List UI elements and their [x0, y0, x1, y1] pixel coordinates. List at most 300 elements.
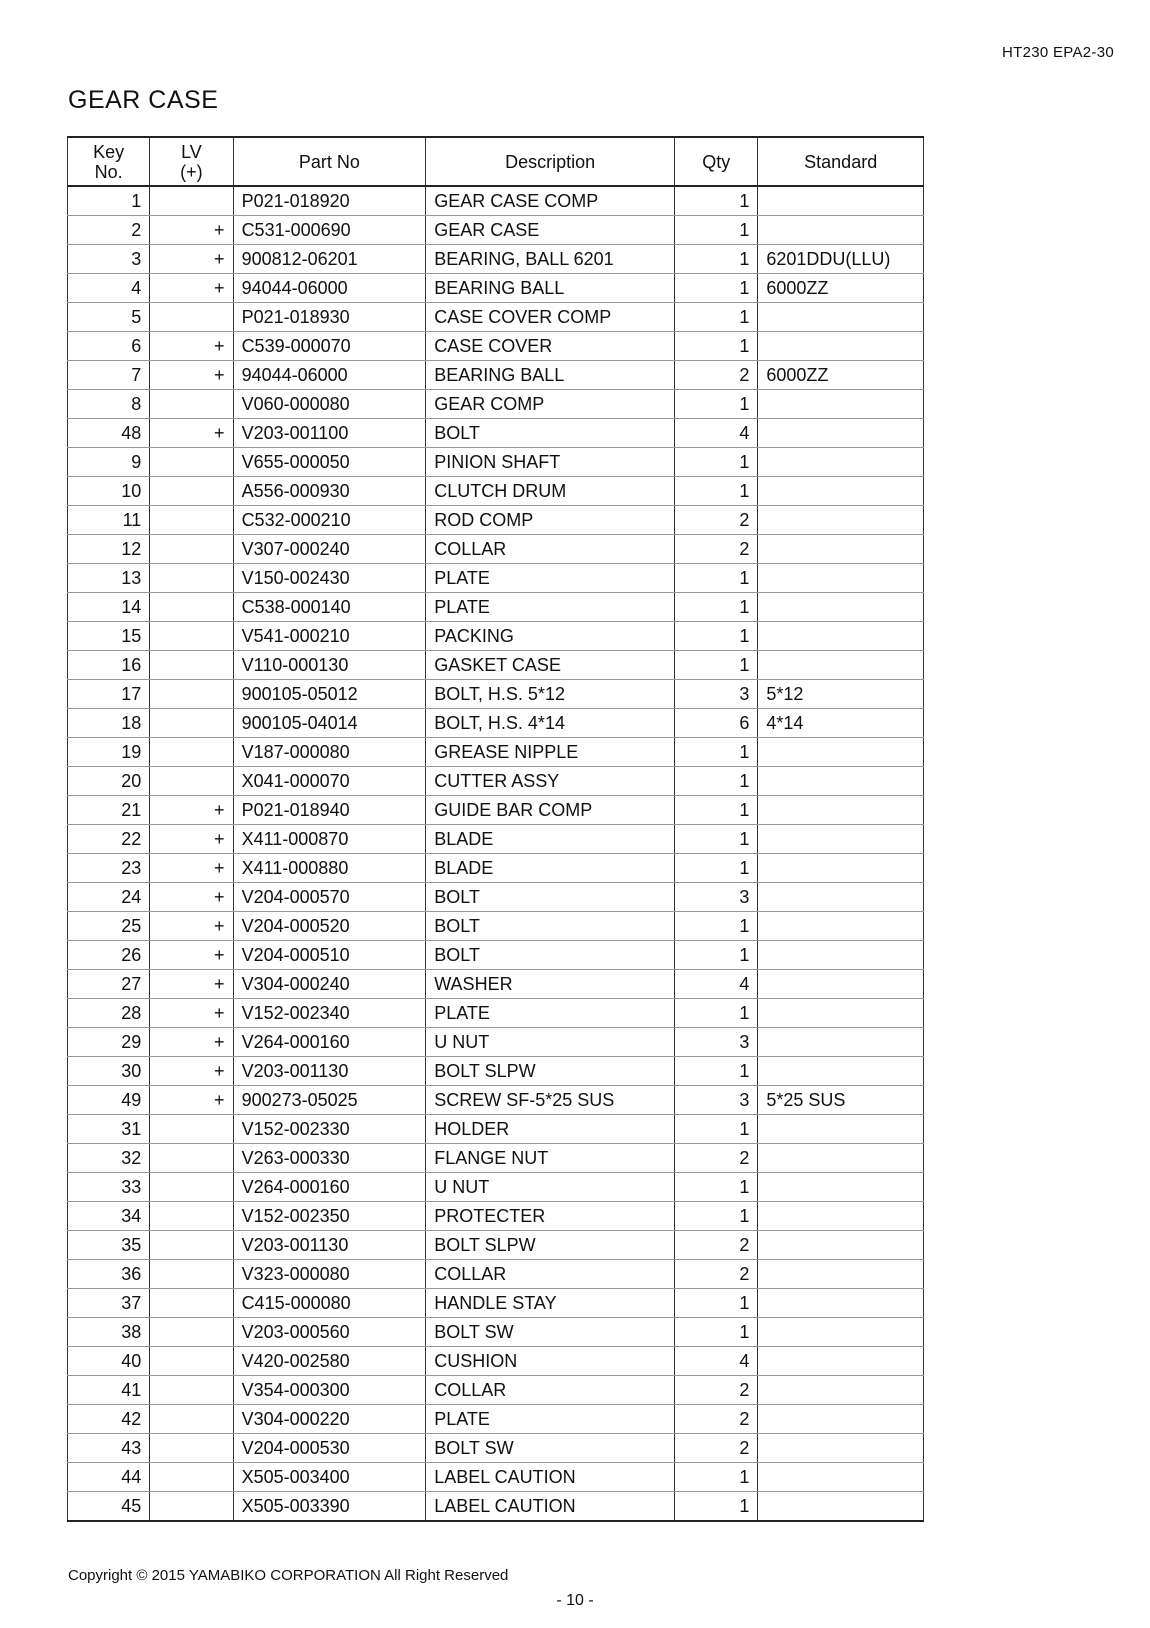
key-cell: 15 — [68, 622, 150, 651]
table-row — [68, 361, 924, 390]
description-cell: CLUTCH DRUM — [426, 477, 675, 506]
key-cell: 28 — [68, 999, 150, 1028]
part-no-cell: C539-000070 — [233, 332, 426, 361]
standard-cell — [758, 999, 924, 1028]
qty-cell: 2 — [675, 361, 758, 390]
qty-cell: 1 — [675, 564, 758, 593]
part-no-cell: 900273-05025 — [233, 1086, 426, 1115]
lv-cell — [150, 448, 233, 477]
standard-cell: 5*25 SUS — [758, 1086, 924, 1115]
description-cell: SCREW SF-5*25 SUS — [426, 1086, 675, 1115]
key-cell: 6 — [68, 332, 150, 361]
qty-cell: 6 — [675, 709, 758, 738]
qty-cell: 1 — [675, 1057, 758, 1086]
lv-cell — [150, 186, 233, 216]
key-cell: 45 — [68, 1492, 150, 1522]
lv-cell — [150, 593, 233, 622]
description-cell: BOLT, H.S. 5*12 — [426, 680, 675, 709]
key-cell: 3 — [68, 245, 150, 274]
qty-cell: 1 — [675, 332, 758, 361]
page-title: GEAR CASE — [68, 86, 219, 114]
table-row — [68, 1202, 924, 1231]
part-no-cell: V204-000570 — [233, 883, 426, 912]
table-row — [68, 245, 924, 274]
standard-cell — [758, 738, 924, 767]
standard-cell — [758, 1463, 924, 1492]
lv-cell — [150, 303, 233, 332]
description-cell: BEARING BALL — [426, 361, 675, 390]
lv-cell — [150, 767, 233, 796]
table-row — [68, 1492, 924, 1522]
standard-cell — [758, 1144, 924, 1173]
part-no-cell: V655-000050 — [233, 448, 426, 477]
header-description: Description — [426, 137, 675, 186]
standard-cell — [758, 216, 924, 245]
key-cell: 42 — [68, 1405, 150, 1434]
key-cell: 23 — [68, 854, 150, 883]
lv-cell — [150, 1492, 233, 1522]
lv-cell: + — [150, 1086, 233, 1115]
key-cell: 49 — [68, 1086, 150, 1115]
part-no-cell: X411-000870 — [233, 825, 426, 854]
qty-cell: 2 — [675, 506, 758, 535]
qty-cell: 3 — [675, 1028, 758, 1057]
qty-cell: 1 — [675, 767, 758, 796]
part-no-cell: 900105-04014 — [233, 709, 426, 738]
key-cell: 37 — [68, 1289, 150, 1318]
table-row — [68, 1115, 924, 1144]
table-row — [68, 680, 924, 709]
header-key-line1: Key — [93, 141, 125, 162]
part-no-cell: P021-018920 — [233, 186, 426, 216]
header-lv-line2: (+) — [180, 161, 203, 182]
qty-cell: 1 — [675, 796, 758, 825]
parts-table-body — [68, 186, 924, 1521]
standard-cell — [758, 477, 924, 506]
qty-cell: 1 — [675, 593, 758, 622]
key-cell: 20 — [68, 767, 150, 796]
part-no-cell: V420-002580 — [233, 1347, 426, 1376]
lv-cell — [150, 1173, 233, 1202]
table-row — [68, 1260, 924, 1289]
key-cell: 14 — [68, 593, 150, 622]
key-cell: 27 — [68, 970, 150, 999]
lv-cell: + — [150, 941, 233, 970]
table-row — [68, 1057, 924, 1086]
key-cell: 2 — [68, 216, 150, 245]
standard-cell — [758, 535, 924, 564]
table-row — [68, 912, 924, 941]
standard-cell — [758, 767, 924, 796]
description-cell: BLADE — [426, 854, 675, 883]
lv-cell — [150, 506, 233, 535]
qty-cell: 2 — [675, 1376, 758, 1405]
part-no-cell: V307-000240 — [233, 535, 426, 564]
table-row — [68, 1376, 924, 1405]
table-row — [68, 186, 924, 216]
description-cell: BEARING BALL — [426, 274, 675, 303]
standard-cell — [758, 390, 924, 419]
key-cell: 18 — [68, 709, 150, 738]
part-no-cell: V263-000330 — [233, 1144, 426, 1173]
key-cell: 7 — [68, 361, 150, 390]
standard-cell — [758, 1347, 924, 1376]
qty-cell: 2 — [675, 1144, 758, 1173]
key-cell: 35 — [68, 1231, 150, 1260]
part-no-cell: V203-001130 — [233, 1231, 426, 1260]
qty-cell: 1 — [675, 941, 758, 970]
part-no-cell: V304-000220 — [233, 1405, 426, 1434]
key-cell: 25 — [68, 912, 150, 941]
standard-cell — [758, 332, 924, 361]
description-cell: GEAR COMP — [426, 390, 675, 419]
lv-cell — [150, 390, 233, 419]
standard-cell: 6000ZZ — [758, 361, 924, 390]
table-row — [68, 593, 924, 622]
table-row — [68, 738, 924, 767]
part-no-cell: V152-002330 — [233, 1115, 426, 1144]
header-key-no — [68, 137, 150, 186]
part-no-cell: V264-000160 — [233, 1173, 426, 1202]
header-qty: Qty — [675, 137, 758, 186]
table-row — [68, 1231, 924, 1260]
description-cell: PLATE — [426, 999, 675, 1028]
key-cell: 36 — [68, 1260, 150, 1289]
table-row — [68, 303, 924, 332]
description-cell: CASE COVER — [426, 332, 675, 361]
qty-cell: 1 — [675, 274, 758, 303]
key-cell: 21 — [68, 796, 150, 825]
lv-cell: + — [150, 419, 233, 448]
part-no-cell: P021-018940 — [233, 796, 426, 825]
table-row — [68, 1405, 924, 1434]
description-cell: BOLT SLPW — [426, 1231, 675, 1260]
standard-cell — [758, 1028, 924, 1057]
qty-cell: 1 — [675, 1492, 758, 1522]
qty-cell: 1 — [675, 303, 758, 332]
lv-cell: + — [150, 854, 233, 883]
lv-cell — [150, 1376, 233, 1405]
lv-cell: + — [150, 912, 233, 941]
description-cell: PINION SHAFT — [426, 448, 675, 477]
lv-cell: + — [150, 883, 233, 912]
table-row — [68, 1144, 924, 1173]
table-row — [68, 1434, 924, 1463]
part-no-cell: C415-000080 — [233, 1289, 426, 1318]
description-cell: HANDLE STAY — [426, 1289, 675, 1318]
standard-cell — [758, 1173, 924, 1202]
lv-cell — [150, 1260, 233, 1289]
table-row — [68, 216, 924, 245]
qty-cell: 1 — [675, 854, 758, 883]
standard-cell — [758, 622, 924, 651]
lv-cell: + — [150, 1028, 233, 1057]
standard-cell — [758, 1057, 924, 1086]
standard-cell: 6000ZZ — [758, 274, 924, 303]
table-header-row — [68, 137, 924, 186]
lv-cell: + — [150, 796, 233, 825]
lv-cell — [150, 1434, 233, 1463]
description-cell: CUTTER ASSY — [426, 767, 675, 796]
key-cell: 41 — [68, 1376, 150, 1405]
qty-cell: 4 — [675, 1347, 758, 1376]
header-key-line2: No. — [94, 161, 123, 182]
part-no-cell: 900812-06201 — [233, 245, 426, 274]
lv-cell: + — [150, 274, 233, 303]
part-no-cell: V203-001130 — [233, 1057, 426, 1086]
table-row — [68, 274, 924, 303]
description-cell: BEARING, BALL 6201 — [426, 245, 675, 274]
description-cell: BOLT SLPW — [426, 1057, 675, 1086]
key-cell: 24 — [68, 883, 150, 912]
description-cell: BOLT SW — [426, 1434, 675, 1463]
description-cell: PLATE — [426, 1405, 675, 1434]
standard-cell — [758, 970, 924, 999]
standard-cell — [758, 1318, 924, 1347]
header-lv — [150, 137, 233, 186]
standard-cell — [758, 912, 924, 941]
lv-cell: + — [150, 245, 233, 274]
key-cell: 8 — [68, 390, 150, 419]
table-row — [68, 390, 924, 419]
qty-cell: 4 — [675, 419, 758, 448]
part-no-cell: V060-000080 — [233, 390, 426, 419]
part-no-cell: V541-000210 — [233, 622, 426, 651]
part-no-cell: V203-000560 — [233, 1318, 426, 1347]
lv-cell — [150, 477, 233, 506]
standard-cell — [758, 506, 924, 535]
standard-cell — [758, 1115, 924, 1144]
header-part-no: Part No — [233, 137, 426, 186]
part-no-cell: V354-000300 — [233, 1376, 426, 1405]
lv-cell — [150, 1289, 233, 1318]
table-row — [68, 622, 924, 651]
description-cell: GEAR CASE COMP — [426, 186, 675, 216]
lv-cell: + — [150, 1057, 233, 1086]
description-cell: CASE COVER COMP — [426, 303, 675, 332]
qty-cell: 2 — [675, 535, 758, 564]
description-cell: U NUT — [426, 1028, 675, 1057]
key-cell: 19 — [68, 738, 150, 767]
description-cell: LABEL CAUTION — [426, 1492, 675, 1522]
standard-cell — [758, 1376, 924, 1405]
table-row — [68, 651, 924, 680]
part-no-cell: X505-003400 — [233, 1463, 426, 1492]
description-cell: BOLT — [426, 419, 675, 448]
qty-cell: 3 — [675, 883, 758, 912]
lv-cell — [150, 1202, 233, 1231]
table-row — [68, 332, 924, 361]
part-no-cell: V187-000080 — [233, 738, 426, 767]
table-row — [68, 1028, 924, 1057]
header-standard: Standard — [758, 137, 924, 186]
standard-cell — [758, 564, 924, 593]
document-code: HT230 EPA2-30 — [1001, 44, 1114, 61]
lv-cell: + — [150, 970, 233, 999]
part-no-cell: V150-002430 — [233, 564, 426, 593]
standard-cell — [758, 186, 924, 216]
qty-cell: 1 — [675, 1115, 758, 1144]
lv-cell — [150, 1405, 233, 1434]
key-cell: 11 — [68, 506, 150, 535]
qty-cell: 1 — [675, 1289, 758, 1318]
description-cell: PACKING — [426, 622, 675, 651]
qty-cell: 4 — [675, 970, 758, 999]
standard-cell — [758, 796, 924, 825]
part-no-cell: V204-000510 — [233, 941, 426, 970]
table-row — [68, 709, 924, 738]
qty-cell: 1 — [675, 390, 758, 419]
standard-cell — [758, 1202, 924, 1231]
part-no-cell: C531-000690 — [233, 216, 426, 245]
qty-cell: 2 — [675, 1434, 758, 1463]
table-row — [68, 1289, 924, 1318]
description-cell: ROD COMP — [426, 506, 675, 535]
table-row — [68, 970, 924, 999]
qty-cell: 2 — [675, 1405, 758, 1434]
description-cell: BOLT — [426, 883, 675, 912]
key-cell: 5 — [68, 303, 150, 332]
key-cell: 40 — [68, 1347, 150, 1376]
standard-cell — [758, 1405, 924, 1434]
qty-cell: 3 — [675, 1086, 758, 1115]
description-cell: GREASE NIPPLE — [426, 738, 675, 767]
description-cell: COLLAR — [426, 1260, 675, 1289]
key-cell: 13 — [68, 564, 150, 593]
description-cell: COLLAR — [426, 535, 675, 564]
part-no-cell: V323-000080 — [233, 1260, 426, 1289]
table-row — [68, 448, 924, 477]
standard-cell: 6201DDU(LLU) — [758, 245, 924, 274]
lv-cell: + — [150, 999, 233, 1028]
lv-cell: + — [150, 361, 233, 390]
key-cell: 9 — [68, 448, 150, 477]
lv-cell: + — [150, 216, 233, 245]
key-cell: 17 — [68, 680, 150, 709]
part-no-cell: X505-003390 — [233, 1492, 426, 1522]
key-cell: 44 — [68, 1463, 150, 1492]
key-cell: 32 — [68, 1144, 150, 1173]
key-cell: 22 — [68, 825, 150, 854]
qty-cell: 2 — [675, 1260, 758, 1289]
table-row — [68, 506, 924, 535]
description-cell: GASKET CASE — [426, 651, 675, 680]
qty-cell: 1 — [675, 825, 758, 854]
key-cell: 33 — [68, 1173, 150, 1202]
part-no-cell: V152-002340 — [233, 999, 426, 1028]
description-cell: PLATE — [426, 593, 675, 622]
lv-cell — [150, 709, 233, 738]
table-row — [68, 854, 924, 883]
description-cell: GEAR CASE — [426, 216, 675, 245]
lv-cell — [150, 535, 233, 564]
description-cell: PROTECTER — [426, 1202, 675, 1231]
key-cell: 48 — [68, 419, 150, 448]
table-row — [68, 419, 924, 448]
part-no-cell: A556-000930 — [233, 477, 426, 506]
standard-cell — [758, 651, 924, 680]
key-cell: 12 — [68, 535, 150, 564]
description-cell: LABEL CAUTION — [426, 1463, 675, 1492]
qty-cell: 1 — [675, 477, 758, 506]
qty-cell: 3 — [675, 680, 758, 709]
lv-cell — [150, 680, 233, 709]
table-row — [68, 1086, 924, 1115]
qty-cell: 1 — [675, 1463, 758, 1492]
part-no-cell: V152-002350 — [233, 1202, 426, 1231]
qty-cell: 1 — [675, 1173, 758, 1202]
description-cell: BOLT, H.S. 4*14 — [426, 709, 675, 738]
standard-cell — [758, 1231, 924, 1260]
part-no-cell: V304-000240 — [233, 970, 426, 999]
standard-cell — [758, 825, 924, 854]
part-no-cell: 94044-06000 — [233, 361, 426, 390]
part-no-cell: P021-018930 — [233, 303, 426, 332]
key-cell: 30 — [68, 1057, 150, 1086]
qty-cell: 1 — [675, 738, 758, 767]
part-no-cell: V203-001100 — [233, 419, 426, 448]
lv-cell — [150, 1347, 233, 1376]
key-cell: 31 — [68, 1115, 150, 1144]
page-number: - 10 - — [556, 1592, 594, 1609]
table-row — [68, 1347, 924, 1376]
lv-cell — [150, 622, 233, 651]
qty-cell: 2 — [675, 1231, 758, 1260]
qty-cell: 1 — [675, 1202, 758, 1231]
lv-cell — [150, 1144, 233, 1173]
key-cell: 29 — [68, 1028, 150, 1057]
table-row — [68, 941, 924, 970]
part-no-cell: V204-000530 — [233, 1434, 426, 1463]
key-cell: 10 — [68, 477, 150, 506]
qty-cell: 1 — [675, 651, 758, 680]
table-row — [68, 477, 924, 506]
key-cell: 4 — [68, 274, 150, 303]
table-row — [68, 1463, 924, 1492]
standard-cell — [758, 883, 924, 912]
table-row — [68, 767, 924, 796]
key-cell: 43 — [68, 1434, 150, 1463]
lv-cell — [150, 564, 233, 593]
standard-cell — [758, 1492, 924, 1522]
standard-cell — [758, 1260, 924, 1289]
table-row — [68, 1173, 924, 1202]
standard-cell — [758, 1289, 924, 1318]
lv-cell — [150, 1318, 233, 1347]
standard-cell — [758, 941, 924, 970]
standard-cell — [758, 1434, 924, 1463]
part-no-cell: V110-000130 — [233, 651, 426, 680]
standard-cell — [758, 448, 924, 477]
table-row — [68, 825, 924, 854]
qty-cell: 1 — [675, 245, 758, 274]
table-row — [68, 564, 924, 593]
key-cell: 26 — [68, 941, 150, 970]
lv-cell — [150, 1231, 233, 1260]
header-lv-line1: LV — [181, 141, 202, 162]
parts-table — [67, 136, 924, 1522]
part-no-cell: X041-000070 — [233, 767, 426, 796]
part-no-cell: 94044-06000 — [233, 274, 426, 303]
standard-cell: 4*14 — [758, 709, 924, 738]
qty-cell: 1 — [675, 186, 758, 216]
description-cell: BOLT — [426, 912, 675, 941]
description-cell: BOLT SW — [426, 1318, 675, 1347]
qty-cell: 1 — [675, 622, 758, 651]
table-row — [68, 1318, 924, 1347]
table-row — [68, 535, 924, 564]
copyright-notice: Copyright © 2015 YAMABIKO CORPORATION All Right Reserved — [68, 1567, 509, 1584]
